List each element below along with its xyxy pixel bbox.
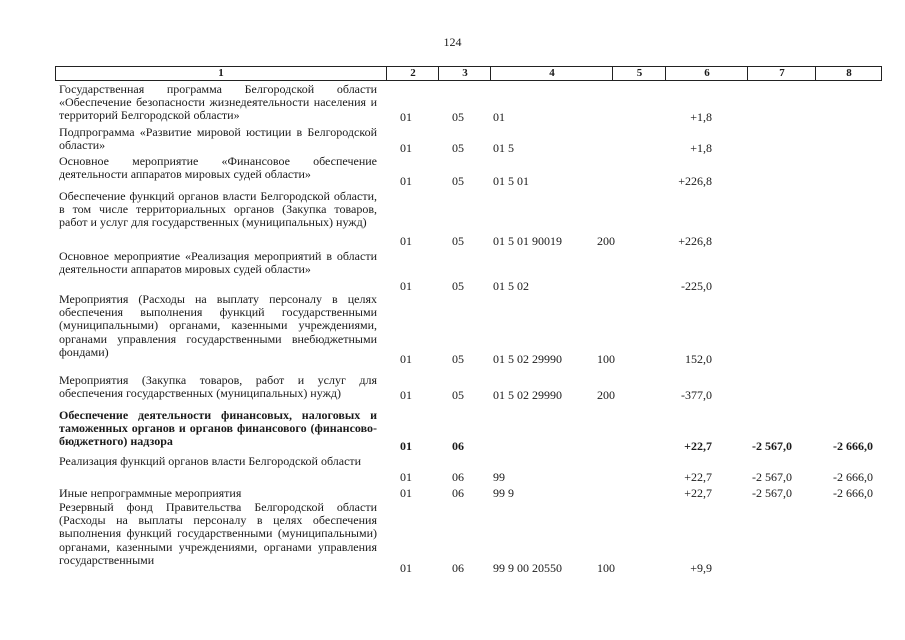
cell-col-4: 99 9 (493, 486, 514, 500)
table-header (55, 66, 882, 81)
cell-col-2: 01 (400, 352, 412, 366)
header-col-7: 7 (747, 67, 816, 80)
cell-col-6: -225,0 (681, 279, 712, 293)
cell-col-6: +22,7 (684, 439, 712, 453)
cell-col-4: 01 (493, 110, 505, 124)
cell-col-6: +226,8 (678, 174, 712, 188)
cell-col-5: 200 (597, 388, 615, 402)
cell-col-3: 05 (452, 279, 464, 293)
cell-col-5: 100 (597, 561, 615, 575)
cell-col-6: 152,0 (685, 352, 712, 366)
header-col-3: 3 (438, 67, 491, 80)
cell-col-2: 01 (400, 110, 412, 124)
cell-col-3: 06 (452, 439, 464, 453)
row-description: Основное мероприятие «Реализация мероприятий в области деятельности аппаратов мировых судей области» (59, 249, 377, 277)
cell-col-2: 01 (400, 470, 412, 484)
cell-col-2: 01 (400, 486, 412, 500)
cell-col-3: 05 (452, 352, 464, 366)
cell-col-2: 01 (400, 234, 412, 248)
cell-col-2: 01 (400, 279, 412, 293)
header-col-4: 4 (490, 67, 613, 80)
row-description: Мероприятия (Закупка товаров, работ и услуг для обеспечения государственных (муниципальных) нужд) (59, 373, 377, 401)
page-number: 124 (443, 35, 462, 49)
cell-col-3: 05 (452, 174, 464, 188)
row-description: Подпрограмма «Развитие мировой юстиции в Белгородской области» (59, 125, 377, 153)
cell-col-4: 99 9 00 20550 (493, 561, 562, 575)
cell-col-3: 05 (452, 141, 464, 155)
cell-col-2: 01 (400, 174, 412, 188)
cell-col-2: 01 (400, 439, 412, 453)
cell-col-4: 01 5 02 29990 (493, 352, 562, 366)
cell-col-3: 05 (452, 388, 464, 402)
header-col-8: 8 (815, 67, 882, 80)
cell-col-4: 01 5 01 90019 (493, 234, 562, 248)
cell-col-6: +9,9 (690, 561, 712, 575)
cell-col-4: 01 5 02 (493, 279, 529, 293)
cell-col-4: 01 5 02 29990 (493, 388, 562, 402)
cell-col-2: 01 (400, 561, 412, 575)
cell-col-2: 01 (400, 141, 412, 155)
cell-col-7: -2 567,0 (752, 439, 792, 453)
cell-col-8: -2 666,0 (833, 486, 873, 500)
row-description: Основное мероприятие «Финансовое обеспечение деятельности аппаратов мировых судей области» (59, 154, 377, 182)
cell-col-3: 06 (452, 486, 464, 500)
cell-col-8: -2 666,0 (833, 470, 873, 484)
header-col-6: 6 (665, 67, 748, 80)
cell-col-8: -2 666,0 (833, 439, 873, 453)
cell-col-3: 05 (452, 234, 464, 248)
row-description: Резервный фонд Правительства Белгородской области (Расходы на выплаты персоналу в целях обеспечения выполнения функций государственными (муниципальными) органами, казенными учреждениями, органами управления государственными (59, 500, 377, 567)
cell-col-6: -377,0 (681, 388, 712, 402)
cell-col-3: 05 (452, 110, 464, 124)
row-description: Реализация функций органов власти Белгородской области (59, 454, 362, 468)
cell-col-5: 200 (597, 234, 615, 248)
cell-col-4: 01 5 01 (493, 174, 529, 188)
row-description: Государственная программа Белгородской области «Обеспечение безопасности жизнедеятельности населения и территорий Белгородской области» (59, 82, 377, 123)
cell-col-5: 100 (597, 352, 615, 366)
row-description: Обеспечение деятельности финансовых, налоговых и таможенных органов и органов финансового (финансово-бюджетного) надзора (59, 408, 377, 449)
header-col-1: 1 (218, 67, 224, 79)
cell-col-2: 01 (400, 388, 412, 402)
cell-col-6: +1,8 (690, 141, 712, 155)
row-description: Обеспечение функций органов власти Белгородской области, в том числе территориальных органов (Закупка товаров, работ и услуг для государственных (муниципальных) нужд) (59, 189, 377, 230)
cell-col-6: +22,7 (684, 470, 712, 484)
row-description: Мероприятия (Расходы на выплату персоналу в целях обеспечения выполнения функций государственными (муниципальными) органами, казенными учреждениями, органами управления государственными внебюджетными фондами) (59, 292, 377, 359)
header-col-5: 5 (612, 67, 666, 80)
cell-col-7: -2 567,0 (752, 470, 792, 484)
cell-col-3: 06 (452, 470, 464, 484)
cell-col-6: +22,7 (684, 486, 712, 500)
cell-col-6: +226,8 (678, 234, 712, 248)
cell-col-4: 99 (493, 470, 505, 484)
cell-col-3: 06 (452, 561, 464, 575)
cell-col-7: -2 567,0 (752, 486, 792, 500)
header-col-2: 2 (386, 67, 439, 80)
cell-col-6: +1,8 (690, 110, 712, 124)
row-description: Иные непрограммные мероприятия (59, 486, 242, 500)
cell-col-4: 01 5 (493, 141, 514, 155)
